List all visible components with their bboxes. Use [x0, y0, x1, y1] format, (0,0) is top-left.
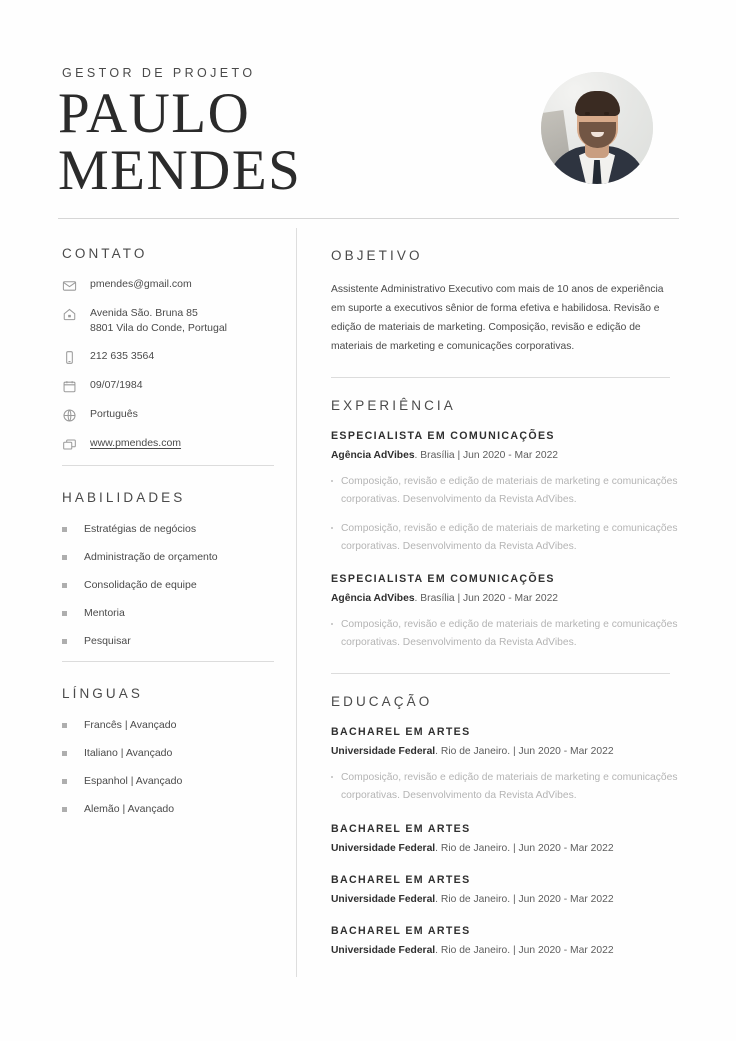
sidebar-divider-languages: [62, 661, 274, 662]
skill-label: Administração de orçamento: [84, 551, 218, 563]
section-heading-objetivo: OBJETIVO: [331, 248, 423, 263]
contact-item-nationality[interactable]: [62, 407, 274, 423]
education-subtitle: [331, 744, 679, 759]
education-meta: . Rio de Janeiro. | Jun 2020 - Mar 2022: [435, 894, 614, 905]
list-item: [62, 577, 274, 593]
calendar-icon: [62, 379, 77, 394]
contact-phone-text: 212 635 3564: [90, 350, 155, 362]
skills-list: [62, 521, 274, 649]
header-divider: [58, 218, 679, 219]
education-subtitle: [331, 841, 679, 856]
education-subtitle: [331, 892, 679, 907]
education-entry: [331, 823, 679, 856]
square-bullet-icon: [62, 723, 67, 728]
experience-description-text: Composição, revisão e edição de materiais de marketing e comunicações corporativas. Desenvolvimento da Revista AdVibes.: [341, 523, 678, 552]
square-bullet-icon: [62, 555, 67, 560]
experience-entry: [331, 573, 679, 652]
skill-label: Estratégias de negócios: [84, 523, 197, 535]
education-description-text: Composição, revisão e edição de materiais de marketing e comunicações corporativas. Desenvolvimento da Revista AdVibes.: [341, 772, 678, 801]
sidebar-divider-skills: [62, 465, 274, 466]
education-title: BACHAREL EM ARTES: [331, 874, 471, 886]
list-item: [62, 633, 274, 649]
photo-eye-left: [585, 112, 590, 115]
contact-item-birthdate[interactable]: [62, 378, 274, 394]
education-title: BACHAREL EM ARTES: [331, 823, 471, 835]
square-bullet-icon: [62, 611, 67, 616]
experience-description-text: Composição, revisão e edição de materiais de marketing e comunicações corporativas. Desenvolvimento da Revista AdVibes.: [341, 476, 678, 505]
list-item: [62, 773, 274, 789]
column-divider: [296, 228, 297, 977]
dot-bullet-icon: [331, 623, 333, 625]
education-meta: . Rio de Janeiro. | Jun 2020 - Mar 2022: [435, 746, 614, 757]
sidebar: [62, 246, 274, 829]
dot-bullet-icon: [331, 527, 333, 529]
section-heading-linguas: LÍNGUAS: [62, 686, 143, 701]
experience-entry: [331, 430, 679, 556]
language-label: Italiano | Avançado: [84, 747, 173, 759]
section-heading-experiencia: EXPERIÊNCIA: [331, 398, 456, 413]
phone-icon: [62, 350, 77, 365]
experience-description-text: Composição, revisão e edição de materiais de marketing e comunicações corporativas. Desenvolvimento da Revista AdVibes.: [341, 619, 678, 648]
skill-label: Mentoria: [84, 607, 125, 619]
contact-address-text: [90, 306, 227, 336]
education-entry: [331, 726, 679, 805]
experience-company: Agência AdVibes: [331, 450, 415, 461]
education-school: Universidade Federal: [331, 945, 436, 956]
experience-meta: . Brasília | Jun 2020 - Mar 2022: [414, 450, 559, 461]
section-heading-contato: CONTATO: [62, 246, 148, 261]
address-line-1: Avenida São. Bruna 85: [90, 307, 198, 319]
education-meta: . Rio de Janeiro. | Jun 2020 - Mar 2022: [435, 843, 614, 854]
globe-icon: [62, 408, 77, 423]
contact-item-website[interactable]: [62, 436, 274, 452]
square-bullet-icon: [62, 751, 67, 756]
dot-bullet-icon: [331, 480, 333, 482]
list-item: [62, 605, 274, 621]
education-entry: [331, 925, 679, 958]
skill-label: Pesquisar: [84, 635, 131, 647]
experience-company: Agência AdVibes: [331, 593, 415, 604]
contact-birthdate-text: 09/07/1984: [90, 379, 143, 391]
resume-header: [0, 0, 736, 219]
contact-email-text: pmendes@gmail.com: [90, 278, 192, 290]
education-meta: . Rio de Janeiro. | Jun 2020 - Mar 2022: [435, 945, 614, 956]
avatar: [541, 72, 653, 184]
main-column: [331, 248, 679, 971]
list-item: [62, 549, 274, 565]
experience-description: [331, 520, 679, 556]
education-school: Universidade Federal: [331, 894, 436, 905]
education-description: [331, 769, 679, 805]
last-name: MENDES: [58, 139, 302, 202]
square-bullet-icon: [62, 807, 67, 812]
home-icon: [62, 307, 77, 322]
experience-subtitle: [331, 448, 679, 463]
main-divider-education: [331, 673, 670, 674]
experience-title: ESPECIALISTA EM COMUNICAÇÕES: [331, 430, 555, 442]
education-school: Universidade Federal: [331, 843, 436, 854]
objective-text: Assistente Administrativo Executivo com mais de 10 anos de experiência em suporte a executivos sênior de forma efetiva e habilidosa. Revisão e edição de materiais de marketing. Composição, revisão e edição de materiais de marketing e comunicações corporativas.: [331, 284, 664, 352]
photo-eye-right: [604, 112, 609, 115]
list-item: [62, 745, 274, 761]
language-label: Espanhol | Avançado: [84, 775, 183, 787]
contact-item-phone[interactable]: [62, 349, 274, 365]
envelope-icon: [62, 278, 77, 293]
contact-item-address[interactable]: [62, 306, 274, 336]
experience-subtitle: [331, 591, 679, 606]
section-heading-habilidades: HABILIDADES: [62, 490, 186, 505]
square-bullet-icon: [62, 583, 67, 588]
contact-item-email[interactable]: [62, 277, 274, 293]
square-bullet-icon: [62, 779, 67, 784]
languages-list: [62, 717, 274, 817]
dot-bullet-icon: [331, 776, 333, 778]
education-subtitle: [331, 943, 679, 958]
language-label: Alemão | Avançado: [84, 803, 175, 815]
contact-list: [62, 277, 274, 452]
education-title: BACHAREL EM ARTES: [331, 925, 471, 937]
square-bullet-icon: [62, 527, 67, 532]
main-divider-experience: [331, 377, 670, 378]
contact-nationality-text: Português: [90, 408, 138, 420]
job-role-label: GESTOR DE PROJETO: [62, 66, 256, 80]
skill-label: Consolidação de equipe: [84, 579, 197, 591]
language-label: Francês | Avançado: [84, 719, 177, 731]
list-item: [62, 801, 274, 817]
experience-meta: . Brasília | Jun 2020 - Mar 2022: [414, 593, 559, 604]
education-title: BACHAREL EM ARTES: [331, 726, 471, 738]
experience-description: [331, 473, 679, 509]
list-item: [62, 717, 274, 733]
windows-icon: [62, 437, 77, 452]
first-name: PAULO: [58, 82, 251, 145]
list-item: [62, 521, 274, 537]
experience-title: ESPECIALISTA EM COMUNICAÇÕES: [331, 573, 555, 585]
candidate-name: [58, 82, 302, 202]
square-bullet-icon: [62, 639, 67, 644]
section-heading-educacao: EDUCAÇÃO: [331, 694, 433, 709]
education-entry: [331, 874, 679, 907]
contact-website-link[interactable]: www.pmendes.com: [90, 437, 182, 449]
education-school: Universidade Federal: [331, 746, 436, 757]
experience-description: [331, 616, 679, 652]
address-line-2: 8801 Vila do Conde, Portugal: [90, 322, 227, 334]
